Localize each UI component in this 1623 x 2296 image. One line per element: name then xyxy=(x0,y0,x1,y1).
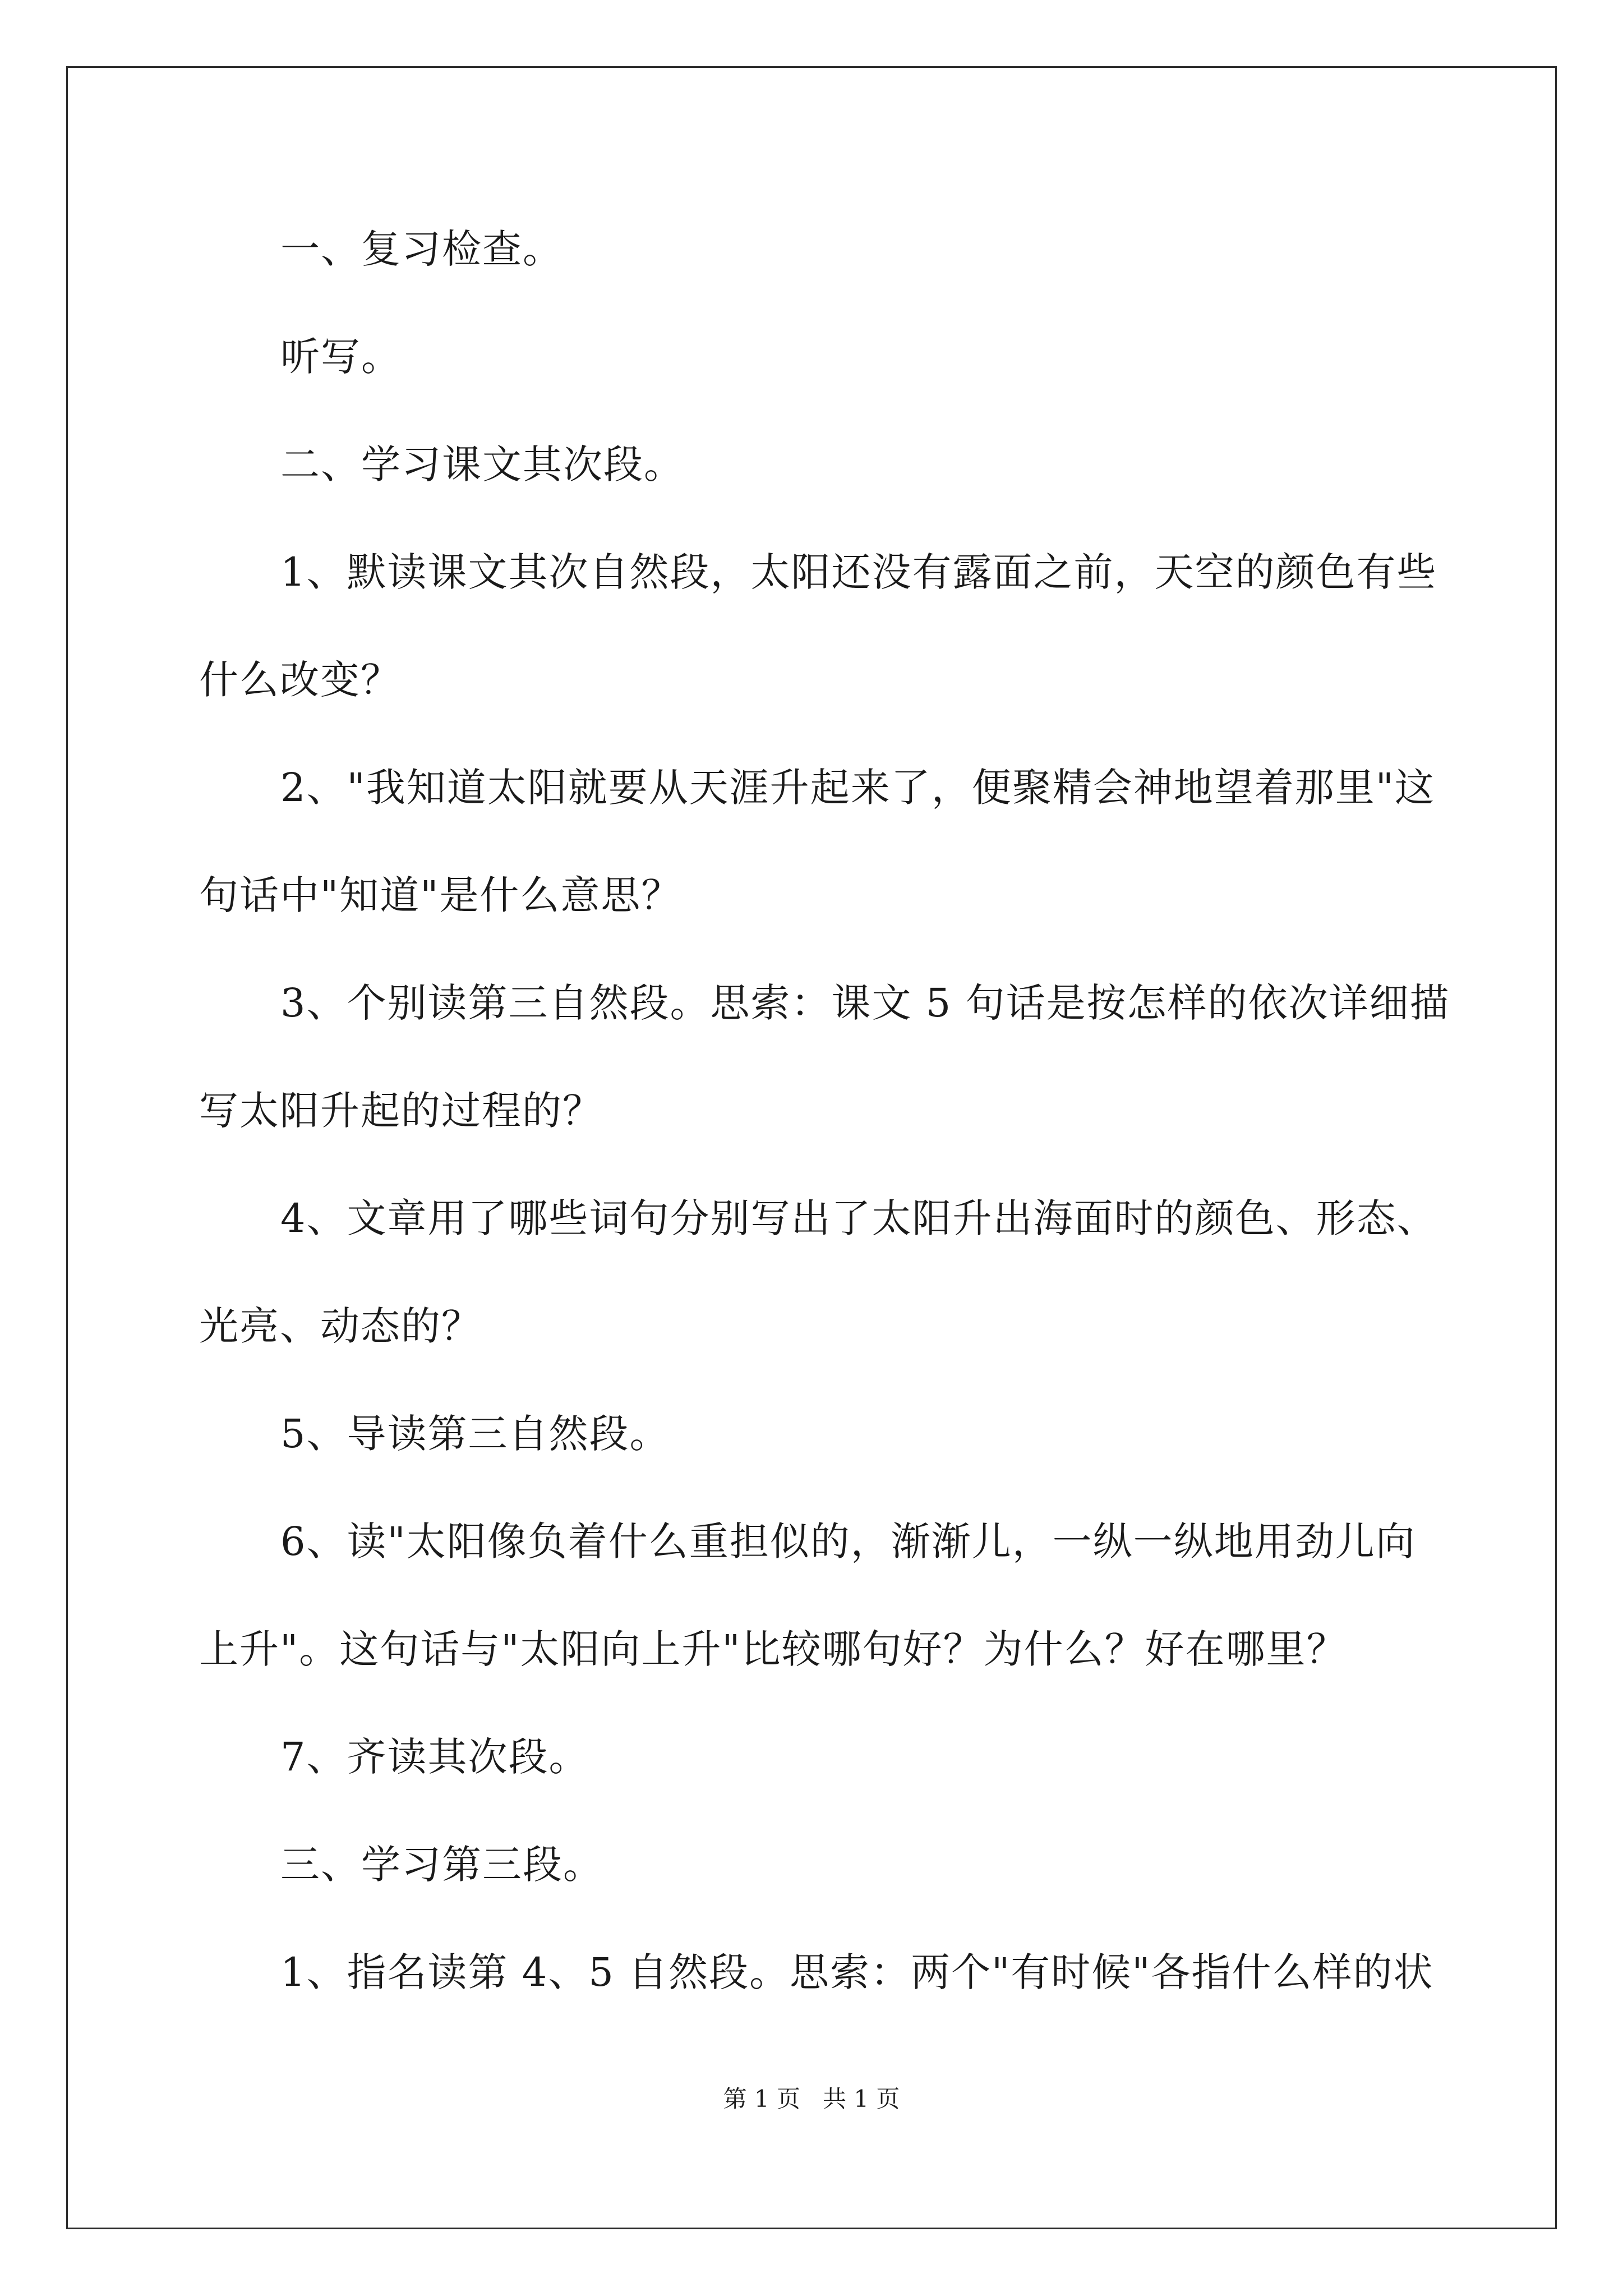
page-total: 共 1 页 xyxy=(823,2085,900,2113)
paragraph-10-line-1: 7、齐读其次段。 xyxy=(280,1734,589,1780)
paragraph-5-line-1: 2、"我知道太阳就要从天涯升起来了，便聚精会神地望着那里"这 xyxy=(280,765,1435,811)
paragraph-5-line-2: 句话中"知道"是什么意思？ xyxy=(199,872,682,918)
paragraph-7-line-2: 光亮、动态的？ xyxy=(199,1303,482,1349)
paragraph-4-line-2: 什么改变？ xyxy=(199,657,401,703)
page-footer xyxy=(0,2082,1623,2116)
page-border xyxy=(66,66,1557,2229)
paragraph-8-line-1: 5、导读第三自然段。 xyxy=(280,1411,670,1457)
paragraph-11-line-1: 三、学习第三段。 xyxy=(280,1842,603,1888)
paragraph-12-line-1: 1、指名读第 4、5 自然段。思索：两个"有时候"各指什么样的状 xyxy=(280,1949,1434,1995)
paragraph-2-line-1: 听写。 xyxy=(280,334,402,380)
paragraph-6-line-2: 写太阳升起的过程的？ xyxy=(199,1088,603,1134)
paragraph-9-line-1: 6、读"太阳像负着什么重担似的，渐渐儿，一纵一纵地用劲儿向 xyxy=(280,1519,1416,1565)
paragraph-1-line-1: 一、复习检查。 xyxy=(280,226,563,272)
page-number: 第 1 页 xyxy=(723,2085,800,2113)
paragraph-7-line-1: 4、文章用了哪些词句分别写出了太阳升出海面时的颜色、形态、 xyxy=(280,1195,1437,1241)
paragraph-3-line-1: 二、学习课文其次段。 xyxy=(280,441,684,487)
paragraph-9-line-2: 上升"。这句话与"太阳向上升"比较哪句好？为什么？好在哪里？ xyxy=(199,1626,1347,1672)
paragraph-4-line-1: 1、默读课文其次自然段，太阳还没有露面之前，天空的颜色有些 xyxy=(280,549,1437,595)
paragraph-6-line-1: 3、个别读第三自然段。思索：课文 5 句话是按怎样的依次详细描 xyxy=(280,980,1450,1026)
